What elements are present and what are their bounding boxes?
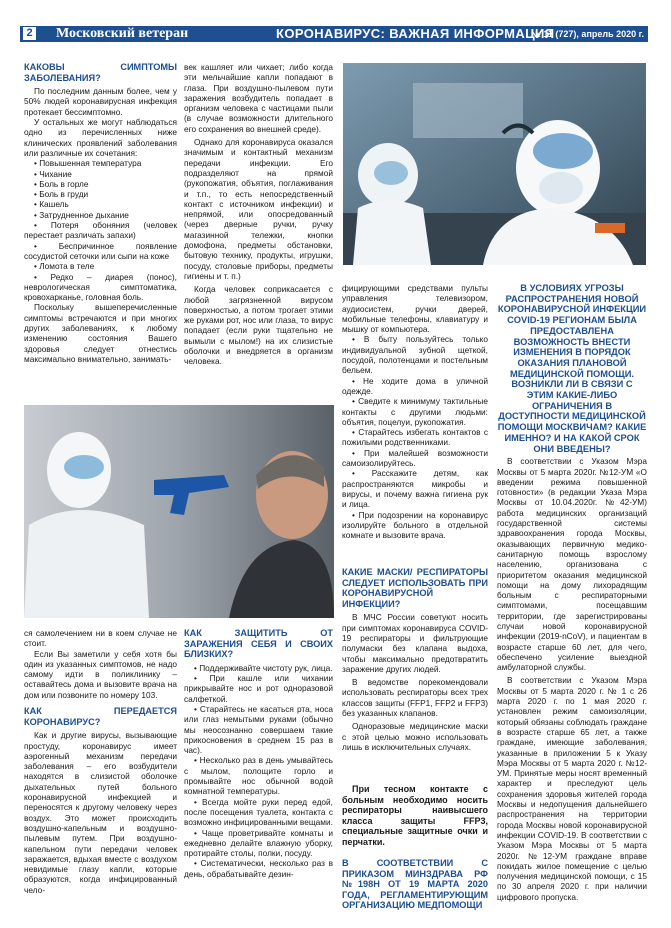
list-item: • При малейшей возможности самоизолируйтесь. — [342, 447, 488, 469]
list-item: • Беспричинное появление сосудистой сеточки или сыпи на коже — [24, 240, 177, 261]
photo-doctors-image — [343, 63, 646, 265]
masks-heading: КАКИЕ МАСКИ/ РЕСПИРАТОРЫ СЛЕДУЕТ ИСПОЛЬЗОВАТЬ ПРИ КОРОНАВИРУСНОЙ ИНФЕКЦИИ? — [342, 567, 488, 609]
page-header — [20, 26, 648, 42]
list-item: • При подозрении на коронавирус изолируйте больного в отдельной комнате и вызовите врача. — [342, 509, 488, 541]
transmission-article — [24, 628, 177, 895]
symptoms-heading: КАКОВЫ СИМПТОМЫ ЗАБОЛЕВАНИЯ? — [24, 62, 177, 83]
protection-heading: КАК ЗАЩИТИТЬ ОТ ЗАРАЖЕНИЯ СЕБЯ И СВОИХ БЛИЗКИХ? — [184, 628, 333, 660]
list-item: • Потеря обоняния (человек перестает различать запахи) — [24, 220, 177, 241]
paragraph: В ведомстве порекомендовали использовать респираторы всех трех классов защиты (FFP1, FFP2 и FFP3) без указанных клапанов. — [342, 677, 488, 719]
photo-temperature-image — [24, 405, 334, 618]
list-item: • Расскажите детям, как распространяются микробы и вирусы, и почему важна гигиена рук и лица. — [342, 468, 488, 510]
list-item: • Систематически, несколько раз в день, обрабатывайте дезин- — [184, 858, 333, 879]
order-article — [342, 858, 488, 914]
paragraph: век кашляет или чихает; либо когда эти мельчайшие капли попадают в глаза. При воздушно-пылевом пути заражения возбудитель попадает в организм человека с частицами пыли (в случае возможности длительного его сохранения во внешней среде). — [184, 62, 333, 134]
bold-note: При тесном контакте с больным необходимо носить респираторы наивысшего класса защиты FFP3, специальные защитные очки и перчатки. — [342, 784, 488, 847]
list-item: • Чихание — [34, 168, 72, 179]
photo-temperature-check — [24, 405, 334, 618]
protection-article — [184, 628, 333, 879]
paragraph: Поскольку вышеперечисленные симптомы встречаются и при многих других заболеваниях, к любому изменению состояния Вашего здоровья следует отнестись максимально внимательно, занимать- — [24, 302, 177, 364]
paragraph: По последним данным более, чем у 50% людей коронавирусная инфекция протекает бессимптомно. — [24, 86, 177, 117]
transmission-article-continued — [184, 62, 333, 367]
medical-care-article — [497, 283, 647, 902]
protection-article-continued — [342, 283, 488, 540]
masks-article — [342, 567, 488, 752]
paragraph: ся самолечением ни в коем случае не стоит. — [24, 628, 177, 649]
paragraph: В соответствии с Указом Мэра Москвы от 5 марта 2020г. №12-УМ «О введении режима повышенной готовности» (в редакции Указа Мэра Москвы от 10.04.2020г. №42-УМ) работа медицинских организаций государственной системы здравоохранения города Москвы, оказывающих первичную медико-санитарную помощь взрослому населению, организована с приоритетом оказания медицинской помощи на дому лихорадящим больным с респираторными симптомами, посещавшим территории, где зарегистрированы случаи новой коронавирусной инфекции (2019-nCoV), и пациентам в возрасте старше 60 лет, для чего, обеспечено усиление выездной амбулаторной службы. — [497, 456, 647, 673]
list-item: • Боль в груди — [34, 189, 89, 200]
list-item: • Не ходите дома в уличной одежде. — [342, 375, 488, 396]
paragraph: Когда человек соприкасается с любой загрязненной вирусом поверхностью, а потом трогает этими же руками рот, нос или глаза, то вирус попадает (если руки тщательно не вымыли с мылом!) на их слизистые оболочки и внедряется в организм человека. — [184, 284, 333, 367]
list-item: • Поддерживайте чистоту рук, лица. — [194, 662, 333, 673]
paragraph: В соответствии с Указом Мэра Москвы от 5 марта 2020 г. № 1 с 26 марта 2020 г. по 1 мая 2020 г. установлен режим самоизоляции, который обязаны соблюдать граждане в возрасте старше 65 лет, а также граждане, имеющие заболевания, указанные в приложении 5 к Указу Мэра Москвы от 5 марта 2020 г. №12-УМ. Принятые меры носят временный характер и преследуют цель сохранения здоровья жителей города Москвы и недопущения дальнейшего распространения на территории города Москвы новой коронавирусной инфекции COVID-19. В соответствии с Указом Мэра Москвы от 5 марта 2020г. №12-УМ граждане вправе покидать жилое помещение с целью получения медицинской помощи, с 15 по 30 апреля 2020 г. при наличии цифрового пропуска. — [497, 675, 647, 902]
list-item: • При кашле или чихании прикрывайте нос и рот одноразовой салфеткой. — [184, 673, 333, 704]
paragraph: Как и другие вирусы, вызывающие простуду, коронавирус имеет аэрогенный механизм передачи заболевания – его возбудители находятся в слизистой оболочке дыхательных путей больного коронавирусной инфекцией и переносятся к другому человеку через воздух. Это может происходить воздушно-капельным и воздушно-пылевым путем. При воздушно-капельном пути передачи человек заражается, вдыхая вместе с воздухом невидимые глазу капли, которые образуются, когда инфицированный чело- — [24, 730, 177, 895]
list-item: • Ломота в теле — [34, 261, 95, 272]
list-item: • В быту пользуйтесь только индивидуальной зубной щеткой, посудой, полотенцами и постельным бельем. — [342, 334, 488, 376]
list-item: • Несколько раз в день умывайтесь с мылом, полощите горло и промывайте нос обычной водой комнатной температуры. — [184, 755, 333, 797]
photo-doctors-protective-gear — [343, 63, 646, 265]
list-item: • Старайтесь не касаться рта, носа или глаз немытыми руками (обычно мы неосознанно совершаем такие прикосновения в среднем 15 раз в час). — [184, 703, 333, 756]
list-item: • Сведите к минимуму тактильные контакты с другими людьми: объятия, поцелуи, рукопожатия. — [342, 396, 488, 427]
paragraph: У остальных же могут наблюдаться одно из перечисленных ниже клинических проявлений заболевания или различные их сочетания: — [24, 117, 177, 158]
paragraph: В МЧС России советуют носить при симптомах коронавируса COVID-19 респираторы и фильтрующие полумаски без клапана выдоха, чтобы максимально предотвратить заражение других людей. — [342, 612, 488, 674]
paragraph: Однако для коронавируса оказался значимым и контактный механизм передачи инфекции. Его подразделяют на прямой (рукопожатия, объятия, поглаживания и т.п., то есть непосредственный контакт с источником инфекции) и непрямой, или опосредованный (через дверные ручки, ручку магазинной тележки, кнопки домофона, предметы обстановки, бытовую технику, продукты, игрушки, посуду, столовые приборы, предметы гигиены и т. п.) — [184, 137, 333, 281]
medical-care-heading: В УСЛОВИЯХ УГРОЗЫ РАСПРОСТРАНЕНИЯ НОВОЙ КОРОНАВИРУСНОЙ ИНФЕКЦИИ COVID-19 РЕГИОНАМ БЫЛА ПРЕДОСТАВЛЕНА ВОЗМОЖНОСТЬ ВНЕСТИ ИЗМЕНЕНИЯ В ПОРЯДОК ОКАЗАНИЯ ПЛАНОВОЙ МЕДИЦИНСКОЙ ПОМОЩИ. ВОЗНИКЛИ ЛИ В СВЯЗИ С ЭТИМ КАКИЕ-ЛИБО ОГРАНИЧЕНИЯ В ДОСТУПНОСТИ МЕДИЦИНСКОЙ ПОМОЩИ МОСКВИЧАМ? КАКИЕ ИМЕННО? И НА КАКОЙ СРОК ОНИ ВВЕДЕНЫ? — [497, 283, 647, 454]
transmission-heading: КАК ПЕРЕДАЕТСЯ КОРОНАВИРУС? — [24, 706, 177, 727]
order-heading: В СООТВЕТСТВИИ С ПРИКАЗОМ МИНЗДРАВА РФ №198Н ОТ 19 МАРТА 2020 ГОДА, РЕГЛАМЕНТИРУЮЩИМ ОРГАНИЗАЦИЮ МЕДПОМОЩИ — [342, 858, 488, 911]
list-item: • Чаще проветривайте комнаты и ежедневно делайте влажную уборку, протирайте столы, полки, посуду. — [184, 827, 333, 859]
page-number: 2 — [23, 27, 36, 40]
newspaper-name: Московский ветеран — [56, 26, 189, 41]
list-item: • Старайтесь избегать контактов с пожилыми родственниками. — [342, 427, 488, 448]
list-item: • Редко – диарея (понос), неврологическая симптоматика, кровохарканье, головная боль. — [24, 271, 177, 303]
masks-bold-note — [342, 784, 488, 848]
list-item: • Повышенная температура — [34, 158, 142, 169]
list-item: • Затрудненное дыхание — [34, 209, 129, 220]
section-title: КОРОНАВИРУС: ВАЖНАЯ ИНФОРМАЦИЯ — [276, 26, 555, 41]
list-item: • Кашель — [34, 199, 69, 210]
issue-info: № 11 (727), апрель 2020 г. — [530, 29, 644, 39]
paragraph: Если Вы заметили у себя хотя бы один из указанных симптомов, не надо самому идти в поликлинику – оставайтесь дома и вызовите врача на дом или позвоните по номеру 103. — [24, 648, 177, 700]
list-item: • Боль в горле — [34, 178, 89, 189]
paragraph: фицирующими средствами пульты управления телевизором, аудиосистем, ручки дверей, мобильные телефоны, клавиатуру и мышку от компьютера. — [342, 283, 488, 335]
list-item: • Всегда мойте руки перед едой, после посещения туалета, контакта с возможно инфицированными вещами. — [184, 796, 333, 828]
symptoms-article — [24, 62, 177, 364]
paragraph: Одноразовые медицинские маски с этой целью можно использовать лишь в исключительных случаях. — [342, 721, 488, 752]
